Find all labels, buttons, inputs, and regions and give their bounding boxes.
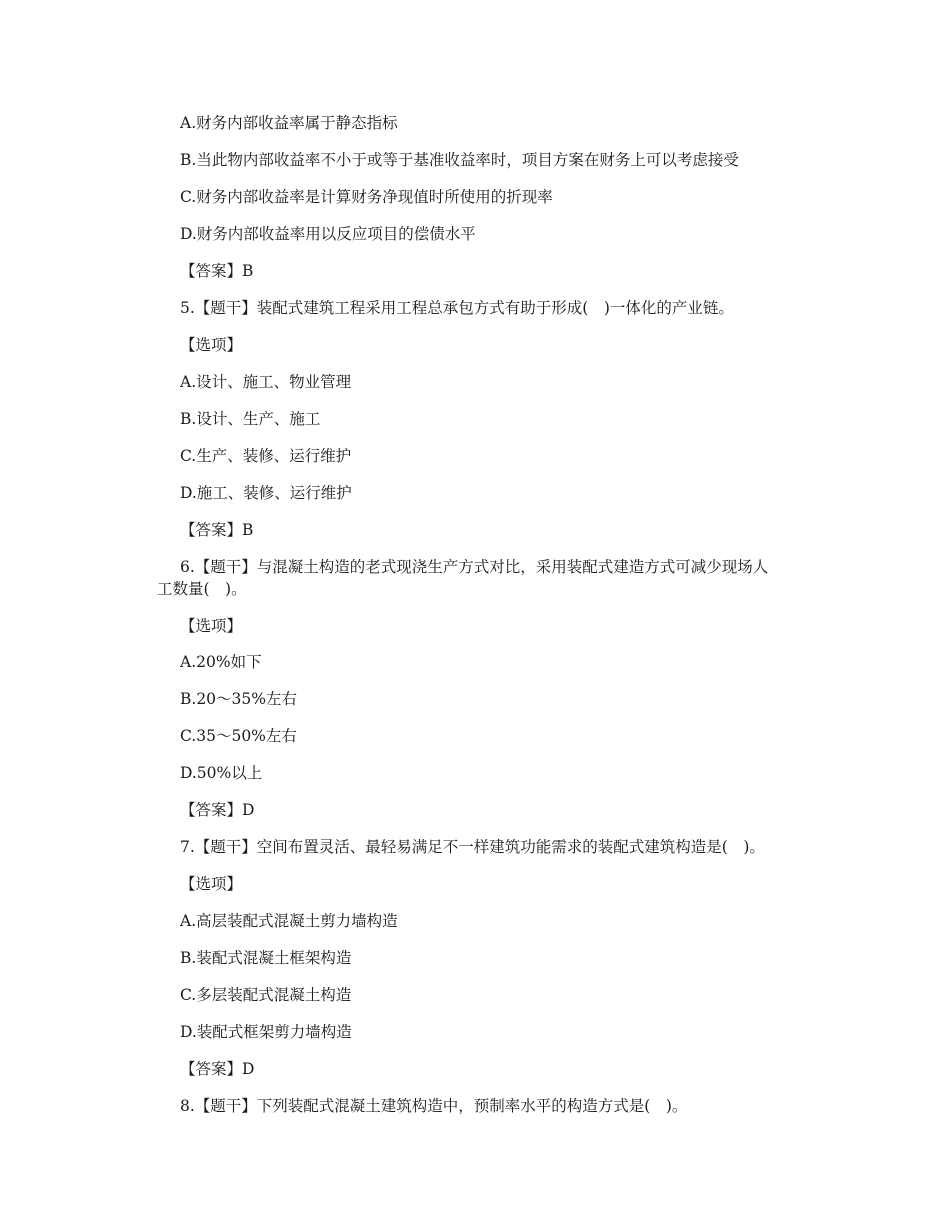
q8-stem: 8.【题干】下列装配式混凝土建筑构造中，预制率水平的构造方式是( )。 — [180, 1097, 688, 1115]
q4-option-a: A.财务内部收益率属于静态指标 — [180, 114, 398, 132]
q5-option-c: C.生产、装修、运行维护 — [180, 447, 352, 465]
q7-option-d: D.装配式框架剪力墙构造 — [180, 1023, 352, 1041]
q4-option-b: B.当此物内部收益率不小于或等于基准收益率时，项目方案在财务上可以考虑接受 — [180, 151, 739, 169]
q6-option-c: C.35～50%左右 — [180, 727, 297, 745]
q6-option-d: D.50%以上 — [180, 764, 263, 782]
q7-option-b: B.装配式混凝土框架构造 — [180, 949, 352, 967]
q6-answer: 【答案】D — [180, 801, 255, 819]
q7-option-c: C.多层装配式混凝土构造 — [180, 986, 352, 1004]
q6-options-label: 【选项】 — [180, 617, 243, 635]
q5-stem: 5.【题干】装配式建筑工程采用工程总承包方式有助于形成( )一体化的产业链。 — [180, 299, 734, 317]
q4-option-d: D.财务内部收益率用以反应项目的偿债水平 — [180, 225, 476, 243]
q7-options-label: 【选项】 — [180, 875, 243, 893]
q7-stem: 7.【题干】空间布置灵活、最轻易满足不一样建筑功能需求的装配式建筑构造是( )。 — [180, 838, 765, 856]
q6-option-b: B.20～35%左右 — [180, 690, 297, 708]
q5-answer: 【答案】B — [180, 521, 254, 539]
q5-option-a: A.设计、施工、物业管理 — [180, 373, 352, 391]
q7-option-a: A.高层装配式混凝土剪力墙构造 — [180, 912, 398, 930]
q7-answer: 【答案】D — [180, 1060, 255, 1078]
q5-options-label: 【选项】 — [180, 336, 243, 354]
q4-option-c: C.财务内部收益率是计算财务净现值时所使用的折现率 — [180, 188, 553, 206]
q6-option-a: A.20%如下 — [180, 653, 262, 671]
q5-option-b: B.设计、生产、施工 — [180, 410, 321, 428]
q5-option-d: D.施工、装修、运行维护 — [180, 484, 352, 502]
q6-stem-line2: 工数量( )。 — [157, 580, 247, 598]
q6-stem-line1: 6.【题干】与混凝土构造的老式现浇生产方式对比，采用装配式建造方式可减少现场人 — [180, 558, 769, 576]
q4-answer: 【答案】B — [180, 262, 254, 280]
